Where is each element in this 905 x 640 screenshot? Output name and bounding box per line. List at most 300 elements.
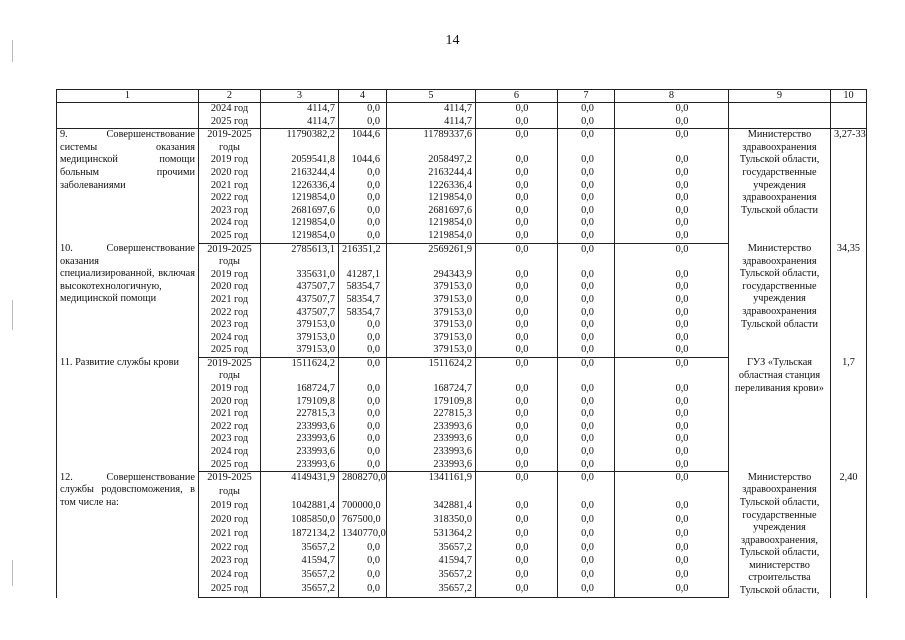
table-cell: 0,0 [339, 167, 387, 180]
table-cell: 41287,1 [339, 269, 387, 282]
table-cell: 0,0 [476, 357, 558, 370]
table-cell: 2024 год [199, 332, 261, 345]
table-cell: 0,0 [558, 192, 615, 205]
table-cell: 0,0 [339, 180, 387, 193]
table-cell [558, 370, 615, 383]
table-cell: 2808270,0 [339, 472, 387, 486]
table-cell: 0,0 [476, 408, 558, 421]
table-cell: 35657,2 [387, 542, 476, 556]
table-row [57, 357, 867, 370]
table-cell [387, 486, 476, 500]
table-cell: 0,0 [476, 192, 558, 205]
table-cell: 0,0 [476, 116, 558, 129]
table-cell: 379153,0 [387, 332, 476, 345]
table-cell: 2020 год [199, 167, 261, 180]
table-cell: 0,0 [476, 421, 558, 434]
table-cell [261, 597, 339, 598]
section-name-cell: 10. Совершенствование оказания специализированной, включая высокотехнологичную, медицинской помощи [57, 243, 199, 357]
table-cell: 1085850,0 [261, 514, 339, 528]
table-cell: 0,0 [615, 167, 729, 180]
section-name-cell: 11. Развитие службы крови [57, 357, 199, 471]
table-cell: 0,0 [476, 383, 558, 396]
table-cell: 0,0 [476, 243, 558, 256]
page-number: 14 [445, 33, 460, 48]
table-cell: 4114,7 [387, 103, 476, 116]
table-cell: 35657,2 [387, 569, 476, 583]
column-header: 5 [387, 90, 476, 103]
table-cell: 233993,6 [387, 459, 476, 472]
table-cell: 2022 год [199, 542, 261, 556]
table-cell: 0,0 [476, 396, 558, 409]
table-cell [615, 370, 729, 383]
table-cell: 0,0 [339, 192, 387, 205]
table-cell: 294343,9 [387, 269, 476, 282]
responsible-cell: Министерство здравоохранения Тульской области, государственные учреждения здравоохранения Тульской области [729, 129, 831, 243]
table-cell: 0,0 [558, 583, 615, 597]
table-cell [558, 256, 615, 269]
table-cell: 0,0 [476, 344, 558, 357]
table-row [57, 116, 867, 129]
table-cell: 0,0 [476, 332, 558, 345]
table-cell: 2163244,4 [387, 167, 476, 180]
table-cell: 0,0 [558, 129, 615, 142]
indicator-cell [831, 116, 867, 129]
table-cell: 0,0 [615, 446, 729, 459]
section-name-cell: 9. Совершенствование системы оказания медицинской помощи больным прочими заболеваниями [57, 129, 199, 243]
table-cell: 0,0 [558, 307, 615, 320]
table-cell: 0,0 [615, 408, 729, 421]
table-cell: 11789337,6 [387, 129, 476, 142]
table-cell [476, 256, 558, 269]
table-cell: 0,0 [558, 294, 615, 307]
indicator-cell: 2,40 [831, 472, 867, 598]
table-cell: 1044,6 [339, 129, 387, 142]
table-cell: 0,0 [615, 154, 729, 167]
table-cell: 0,0 [339, 383, 387, 396]
table-cell: 379153,0 [387, 281, 476, 294]
table-cell [615, 486, 729, 500]
table-cell: 0,0 [615, 307, 729, 320]
column-header: 2 [199, 90, 261, 103]
table-cell: 0,0 [558, 542, 615, 556]
table-cell: 0,0 [615, 294, 729, 307]
table-cell: 2025 год [199, 583, 261, 597]
table-cell [261, 486, 339, 500]
table-cell: 0,0 [558, 230, 615, 243]
table-cell: 2025 год [199, 344, 261, 357]
table-cell: 0,0 [476, 459, 558, 472]
responsible-cell [729, 103, 831, 116]
table-cell: 0,0 [615, 472, 729, 486]
table-cell: 0,0 [558, 500, 615, 514]
table-cell: 0,0 [476, 319, 558, 332]
table-cell: 2019 год [199, 500, 261, 514]
table-cell: 0,0 [615, 344, 729, 357]
table-cell: 2022 год [199, 307, 261, 320]
table-cell [261, 142, 339, 155]
column-header: 3 [261, 90, 339, 103]
table-cell: 0,0 [558, 332, 615, 345]
table-cell: 233993,6 [387, 446, 476, 459]
table-cell: 0,0 [615, 583, 729, 597]
table-cell: 379153,0 [261, 319, 339, 332]
table-cell: 531364,2 [387, 528, 476, 542]
table-cell: 0,0 [476, 555, 558, 569]
table-cell: 0,0 [615, 192, 729, 205]
table-row [57, 103, 867, 116]
table-cell: 0,0 [615, 269, 729, 282]
table-cell: 0,0 [476, 472, 558, 486]
table-cell: 0,0 [476, 205, 558, 218]
table-cell: годы [199, 142, 261, 155]
table-cell: 35657,2 [387, 583, 476, 597]
table-cell: 0,0 [476, 103, 558, 116]
table-cell: 0,0 [339, 421, 387, 434]
table-cell [339, 597, 387, 598]
table-cell: 0,0 [615, 116, 729, 129]
table-cell: 767500,0 [339, 514, 387, 528]
table-cell: 0,0 [615, 281, 729, 294]
table-cell: 2021 год [199, 294, 261, 307]
table-cell: 179109,8 [261, 396, 339, 409]
table-cell: 2025 год [199, 116, 261, 129]
table-cell: 0,0 [558, 569, 615, 583]
table-cell: 0,0 [339, 230, 387, 243]
table-cell: 0,0 [476, 446, 558, 459]
table-cell: 0,0 [558, 472, 615, 486]
table-cell: 379153,0 [387, 319, 476, 332]
table-cell: 0,0 [558, 269, 615, 282]
table-cell: 0,0 [339, 217, 387, 230]
table-cell [261, 370, 339, 383]
table-cell [476, 486, 558, 500]
table-cell: 0,0 [558, 528, 615, 542]
table-cell [615, 256, 729, 269]
table-cell: 35657,2 [261, 583, 339, 597]
table-cell: 2021 год [199, 180, 261, 193]
table-cell: 379153,0 [387, 344, 476, 357]
table-cell: 0,0 [558, 319, 615, 332]
table-cell: 0,0 [476, 514, 558, 528]
table-cell: 0,0 [476, 294, 558, 307]
table-cell: 227815,3 [261, 408, 339, 421]
table-cell: 0,0 [615, 555, 729, 569]
table-cell: 379153,0 [387, 307, 476, 320]
table-cell: 0,0 [615, 383, 729, 396]
table-cell: 0,0 [615, 332, 729, 345]
table-cell: 2019 год [199, 383, 261, 396]
budget-table [56, 89, 867, 598]
table-cell: 2681697,6 [261, 205, 339, 218]
table-cell: 1219854,0 [387, 217, 476, 230]
table-cell [261, 256, 339, 269]
table-cell: 1511624,2 [387, 357, 476, 370]
table-cell: 379153,0 [387, 294, 476, 307]
table-header-row [57, 90, 867, 103]
table-cell: 0,0 [615, 129, 729, 142]
table-cell: 0,0 [476, 433, 558, 446]
table-cell: 0,0 [558, 167, 615, 180]
responsible-cell: ГУЗ «Тульская областная станция переливания крови» [729, 357, 831, 471]
table-cell [558, 486, 615, 500]
table-cell: 2024 год [199, 569, 261, 583]
table-cell: 0,0 [615, 103, 729, 116]
table-cell: 0,0 [339, 583, 387, 597]
table-cell: 0,0 [339, 319, 387, 332]
table-cell: 233993,6 [261, 421, 339, 434]
table-cell: 2025 год [199, 459, 261, 472]
table-cell: 0,0 [476, 230, 558, 243]
table-cell: 0,0 [558, 344, 615, 357]
table-cell: 0,0 [558, 180, 615, 193]
table-cell: 0,0 [476, 569, 558, 583]
table-cell: 0,0 [339, 357, 387, 370]
responsible-cell: Министерство здравоохранения Тульской области, государственные учреждения здравоохранения, Тульской области, министерство строительства Тульской области, [729, 472, 831, 598]
table-row [57, 129, 867, 142]
table-cell: 0,0 [476, 167, 558, 180]
table-cell: 0,0 [558, 555, 615, 569]
table-cell [387, 142, 476, 155]
table-cell [339, 256, 387, 269]
table-cell: 0,0 [339, 459, 387, 472]
table-cell: 4114,7 [261, 103, 339, 116]
table-cell: 58354,7 [339, 281, 387, 294]
table-cell: 0,0 [476, 583, 558, 597]
indicator-cell: 3,27-33 [831, 129, 867, 243]
indicator-cell: 1,7 [831, 357, 867, 471]
table-cell: 179109,8 [387, 396, 476, 409]
table-cell: 2023 год [199, 433, 261, 446]
table-cell: 58354,7 [339, 307, 387, 320]
table-cell: 0,0 [558, 217, 615, 230]
table-cell: 0,0 [558, 433, 615, 446]
table-cell: 0,0 [558, 116, 615, 129]
column-header: 7 [558, 90, 615, 103]
table-cell: 2019-2025 [199, 357, 261, 370]
table-cell: 2058497,2 [387, 154, 476, 167]
table-cell: 233993,6 [261, 433, 339, 446]
column-header: 9 [729, 90, 831, 103]
table-cell [558, 597, 615, 598]
column-header: 4 [339, 90, 387, 103]
table-cell: 700000,0 [339, 500, 387, 514]
table-cell: 0,0 [476, 154, 558, 167]
table-cell [476, 597, 558, 598]
column-header: 1 [57, 90, 199, 103]
table-cell [339, 142, 387, 155]
table-cell [339, 370, 387, 383]
table-cell: 2024 год [199, 217, 261, 230]
table-cell: годы [199, 370, 261, 383]
table-cell: 0,0 [476, 307, 558, 320]
table-cell [387, 597, 476, 598]
table-cell: 0,0 [615, 180, 729, 193]
table-cell: 2019-2025 [199, 129, 261, 142]
table-cell: 437507,7 [261, 294, 339, 307]
table-cell: 1340770,0 [339, 528, 387, 542]
table-cell: 0,0 [558, 408, 615, 421]
table-cell: 35657,2 [261, 542, 339, 556]
table-cell: 0,0 [339, 344, 387, 357]
table-cell: 0,0 [558, 281, 615, 294]
responsible-cell [729, 116, 831, 129]
table-cell: 0,0 [558, 205, 615, 218]
table-cell: 1044,6 [339, 154, 387, 167]
table-cell: годы [199, 486, 261, 500]
table-cell: 0,0 [615, 542, 729, 556]
table-cell: 233993,6 [387, 433, 476, 446]
section-name-cell: 12. Совершенствование службы родовспоможения, в том числе на: [57, 472, 199, 598]
table-cell: 0,0 [476, 528, 558, 542]
table-cell: 0,0 [339, 116, 387, 129]
table-cell: 379153,0 [261, 332, 339, 345]
table-cell: 2681697,6 [387, 205, 476, 218]
table-cell: 0,0 [339, 446, 387, 459]
table-cell: 233993,6 [261, 459, 339, 472]
table-cell: 0,0 [615, 433, 729, 446]
table-cell: 2020 год [199, 514, 261, 528]
table-cell: 0,0 [615, 421, 729, 434]
table-cell: 2022 год [199, 421, 261, 434]
table-cell: 0,0 [339, 433, 387, 446]
table-cell: 0,0 [558, 446, 615, 459]
table-cell: 4114,7 [387, 116, 476, 129]
table-cell: 2785613,1 [261, 243, 339, 256]
table-cell: 0,0 [476, 281, 558, 294]
table-cell: 2019 год [199, 154, 261, 167]
table-cell: 0,0 [476, 500, 558, 514]
table-cell: 1872134,2 [261, 528, 339, 542]
table-cell: 0,0 [558, 396, 615, 409]
section-name-cell [57, 103, 199, 116]
table-cell: 2023 год [199, 319, 261, 332]
column-header: 6 [476, 90, 558, 103]
table-cell: 2163244,4 [261, 167, 339, 180]
table-cell: 0,0 [558, 243, 615, 256]
table-cell: 1219854,0 [261, 230, 339, 243]
table-cell: 58354,7 [339, 294, 387, 307]
table-cell: годы [199, 256, 261, 269]
table-cell: 0,0 [558, 154, 615, 167]
table-cell: 1511624,2 [261, 357, 339, 370]
column-header: 8 [615, 90, 729, 103]
table-cell: 41594,7 [387, 555, 476, 569]
table-cell: 11790382,2 [261, 129, 339, 142]
table-cell: 2020 год [199, 281, 261, 294]
table-cell: 379153,0 [261, 344, 339, 357]
table-cell: 0,0 [476, 542, 558, 556]
table-cell [558, 142, 615, 155]
table-cell: 168724,7 [261, 383, 339, 396]
table-cell: 1219854,0 [261, 217, 339, 230]
scan-edge-mark [12, 560, 13, 586]
table-cell [339, 486, 387, 500]
table-cell: 2023 год [199, 555, 261, 569]
table-row [57, 472, 867, 486]
table-cell: 0,0 [339, 396, 387, 409]
table-cell: 0,0 [615, 357, 729, 370]
table-cell: 0,0 [476, 217, 558, 230]
table-cell: 2021 год [199, 528, 261, 542]
table-cell: 4114,7 [261, 116, 339, 129]
table-cell: 2025 год [199, 230, 261, 243]
table-cell: 1226336,4 [387, 180, 476, 193]
table-cell: 41594,7 [261, 555, 339, 569]
table-cell: 233993,6 [261, 446, 339, 459]
table-cell: 1219854,0 [387, 192, 476, 205]
responsible-cell: Министерство здравоохранения Тульской области, государственные учреждения здравоохранения Тульской области [729, 243, 831, 357]
table-cell: 216351,2 [339, 243, 387, 256]
table-cell: 1219854,0 [261, 192, 339, 205]
table-cell: 233993,6 [387, 421, 476, 434]
table-cell: 0,0 [615, 500, 729, 514]
table-cell: 2024 год [199, 446, 261, 459]
table-cell: 0,0 [615, 514, 729, 528]
table-cell: 0,0 [615, 243, 729, 256]
table-cell [476, 370, 558, 383]
indicator-cell: 34,35 [831, 243, 867, 357]
table-cell: 1226336,4 [261, 180, 339, 193]
table-cell: 0,0 [339, 332, 387, 345]
table-cell: 0,0 [615, 569, 729, 583]
scan-edge-mark [12, 300, 13, 330]
table-cell: 0,0 [558, 459, 615, 472]
table-cell: 0,0 [339, 569, 387, 583]
table-cell: 2569261,9 [387, 243, 476, 256]
table-cell: 2019 год [199, 269, 261, 282]
table-cell [615, 142, 729, 155]
table-cell: 2024 год [199, 103, 261, 116]
table-cell: 1341161,9 [387, 472, 476, 486]
table-cell: 1219854,0 [387, 230, 476, 243]
table-cell: 0,0 [615, 217, 729, 230]
indicator-cell [831, 103, 867, 116]
table-cell: 2059541,8 [261, 154, 339, 167]
table-cell: 2019-2025 [199, 472, 261, 486]
table-cell: 0,0 [558, 383, 615, 396]
table-cell: 227815,3 [387, 408, 476, 421]
table-cell: 0,0 [558, 103, 615, 116]
table-cell: 0,0 [615, 396, 729, 409]
table-cell [387, 370, 476, 383]
table-cell: 168724,7 [387, 383, 476, 396]
column-header: 10 [831, 90, 867, 103]
table-cell: 0,0 [339, 542, 387, 556]
table-cell: 437507,7 [261, 281, 339, 294]
table-cell: 0,0 [558, 514, 615, 528]
table-cell: 0,0 [558, 357, 615, 370]
table-cell: 0,0 [476, 129, 558, 142]
table-cell: 1042881,4 [261, 500, 339, 514]
table-cell [199, 597, 261, 598]
table-cell: 0,0 [615, 230, 729, 243]
table-cell: 0,0 [476, 180, 558, 193]
table-cell: 4149431,9 [261, 472, 339, 486]
table-cell: 0,0 [339, 555, 387, 569]
table-cell: 0,0 [615, 459, 729, 472]
table-cell: 0,0 [476, 269, 558, 282]
table-cell: 335631,0 [261, 269, 339, 282]
table-cell: 342881,4 [387, 500, 476, 514]
table-cell: 2021 год [199, 408, 261, 421]
table-cell: 0,0 [339, 205, 387, 218]
table-cell: 0,0 [339, 408, 387, 421]
table-cell [476, 142, 558, 155]
table-cell: 35657,2 [261, 569, 339, 583]
table-cell: 0,0 [615, 205, 729, 218]
table-cell: 0,0 [615, 528, 729, 542]
table-cell: 0,0 [558, 421, 615, 434]
